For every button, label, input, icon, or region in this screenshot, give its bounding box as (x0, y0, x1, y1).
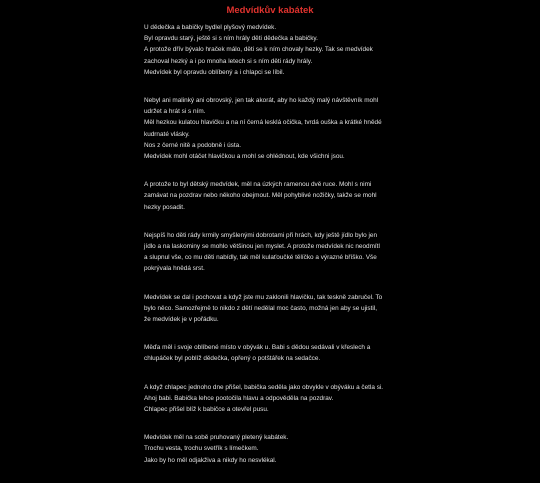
paragraph (144, 179, 406, 213)
text-line: Nejspíš ho děti rády krmily smyšlenými dobrotami při hrách, kdy ještě jídlo bylo jen (144, 231, 377, 239)
text-line: Nos z černé nitě a podobně i ústa. (144, 141, 241, 149)
text-line: A protože to byl dětský medvídek, měl na úzkých ramenou dvě ruce. Mohl s nimi (144, 181, 372, 189)
text-line: Trochu vesta, trochu svetřík s límečkem. (144, 445, 259, 453)
text-line: Měl hezkou kulatou hlavičku a na ní černá lesklá očička, tvrdá ouška a krátké hnědé (144, 119, 382, 127)
text-line: udržet a hrát si s ním. (144, 108, 206, 116)
text-line: Medvídek byl opravdu oblíbený a i chlapci se líbil. (144, 68, 285, 76)
document-title: Medvídkův kabátek (226, 5, 314, 16)
text-line: Medvídek mohl otáčet hlavičkou a mohl se ohlédnout, kde všichni jsou. (144, 153, 345, 161)
text-line: zamávat na pozdrav nebo někoho obejmout. Měl pohyblivé nožičky, takže se mohl (144, 192, 377, 200)
paragraph (144, 342, 406, 364)
text-line: Medvídek měl na sobě pruhovaný pletený kabátek. (144, 434, 289, 442)
text-line: Byl opravdu starý, ještě si s ním hrály děti dědečka a babičky. (144, 35, 318, 43)
text-line: Nebyl ani malinký ani obrovský, jen tak akorát, aby ho každý malý návštěvník mohl (144, 97, 379, 105)
paragraph (144, 95, 406, 162)
text-line: kudrnaté vlásky. (144, 130, 190, 138)
text-line: že medvídek je v pořádku. (144, 316, 219, 324)
text-line: hezky posadit. (144, 203, 185, 211)
text-line: chlupáček byl poblíž dědečka, opřený o potštářek na sedačce. (144, 355, 321, 363)
text-line: Ahoj babi. Babička lehce pootočila hlavu a odpověděla na pozdrav. (144, 394, 334, 402)
text-line: zachoval hezký a i po mnoha letech si s ním děti rády hrály. (144, 57, 313, 65)
document-body (144, 22, 406, 483)
text-line: bylo něco. Samozřejmě to nikdo z dětí nedělal moc často, možná jen aby se ujistil, (144, 304, 378, 312)
text-line: a slupnul vše, co mu děti nabídly, tak měl kulaťoučké tělíčko a výrazné bříško. Vše (144, 254, 377, 262)
text-line: Jako by ho měl odjakživa a nikdy ho nesvlékal. (144, 456, 277, 464)
text-line: Měďa měl i svoje oblíbené místo v obývák u. Babi s dědou sedávali v křeslech a (144, 344, 371, 352)
text-line: pokrývala hnědá srst. (144, 265, 205, 273)
paragraph (144, 382, 406, 416)
text-line: A když chlapec jednoho dne přišel, babička seděla jako obvykle v obýváku a četla si. (144, 383, 384, 391)
text-line: A protože dřív bývalo hraček málo, děti se k ním chovaly hezky. Tak se medvídek (144, 46, 373, 54)
text-line: Medvídek se dal i pochovat a když jste mu zaklonili hlavičku, tak teskně zabručel. To (144, 293, 383, 301)
text-line: Chlapec přišel blíž k babičce a otevřel pusu. (144, 406, 269, 414)
paragraph (144, 230, 406, 275)
text-line: U dědečka a babičky bydlel plyšový medvídek. (144, 24, 277, 31)
paragraph (144, 432, 406, 466)
paragraph (144, 292, 406, 326)
text-line: jídlo a na laskominy se mohlo většinou jen myslet. A protože medvídek nic neodmítl (144, 243, 380, 251)
paragraph (144, 22, 406, 78)
